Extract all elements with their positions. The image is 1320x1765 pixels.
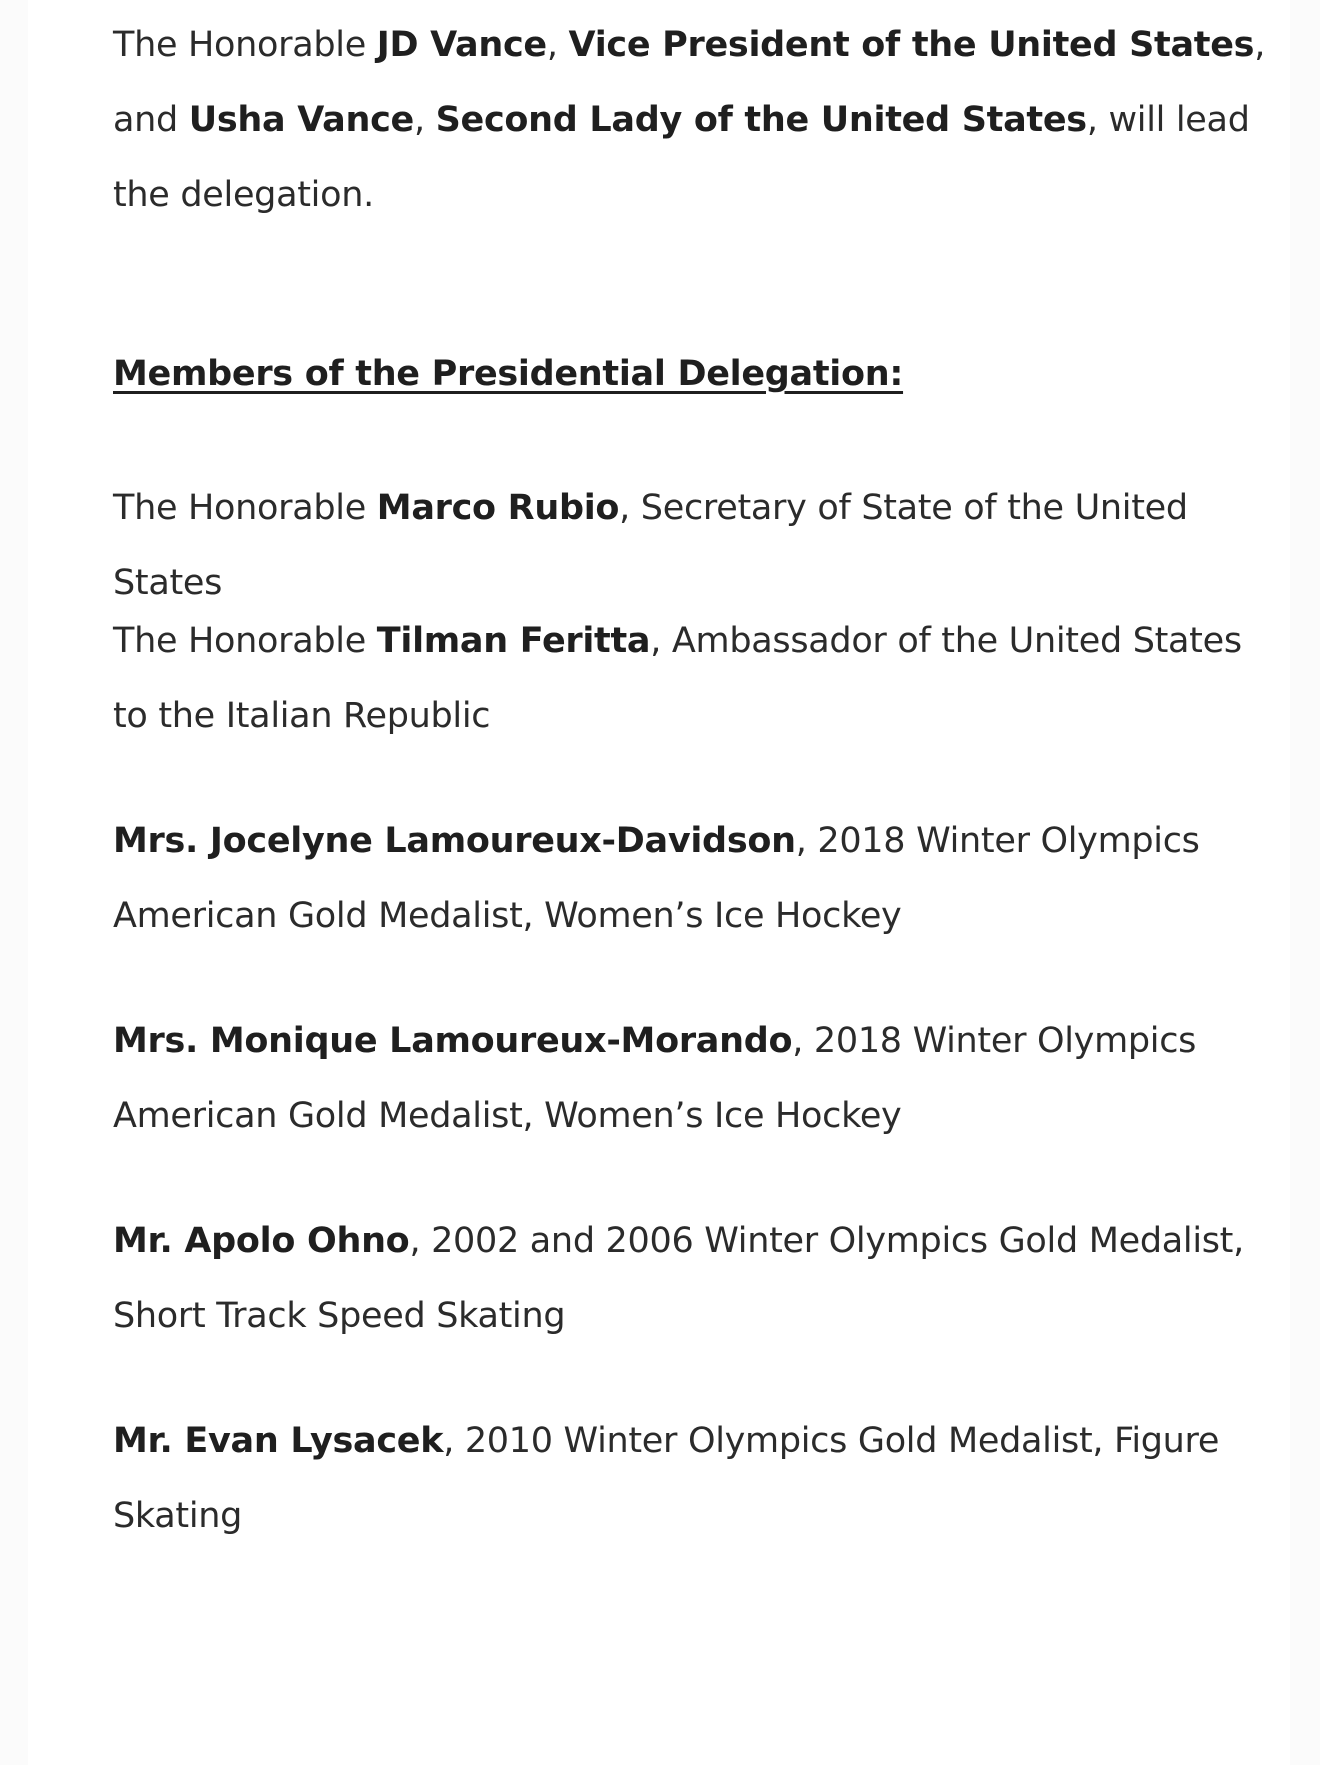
delegation-heading-paragraph [113, 337, 1273, 412]
member-entry [113, 1204, 1273, 1354]
member-name: Mrs. Monique Lamoureux-Morando [113, 1021, 793, 1061]
member-name: Mr. Evan Lysacek [113, 1421, 444, 1461]
intro-suffix: , will lead the delegation. [113, 100, 1250, 215]
member-description: , 2018 Winter Olympics American Gold Medalist, Women’s Ice Hockey [113, 1021, 1197, 1136]
delegation-heading: Members of the Presidential Delegation: [113, 354, 904, 394]
member-description: , Secretary of State of the United States [113, 488, 1188, 603]
intro-separator: , [413, 100, 436, 140]
member-name: Mrs. Jocelyne Lamoureux-Davidson [113, 821, 796, 861]
member-entry [113, 471, 1273, 621]
member-entry [113, 804, 1273, 954]
intro-name-second-lady: Usha Vance [188, 100, 414, 140]
member-description: , 2010 Winter Olympics Gold Medalist, Figure Skating [113, 1421, 1220, 1536]
intro-separator: , [546, 25, 569, 65]
member-prefix: The Honorable [113, 621, 377, 661]
member-entry [113, 1404, 1273, 1554]
member-entry [113, 1004, 1273, 1154]
member-name: Mr. Apolo Ohno [113, 1221, 410, 1261]
intro-name-vp: JD Vance [376, 25, 547, 65]
member-name: Tilman Feritta [376, 621, 651, 661]
member-entry [113, 604, 1273, 754]
member-name: Marco Rubio [376, 488, 620, 528]
member-description: , 2002 and 2006 Winter Olympics Gold Medalist, Short Track Speed Skating [113, 1221, 1244, 1336]
intro-title-vp: Vice President of the United States [568, 25, 1255, 65]
member-description: , Ambassador of the United States to the Italian Republic [113, 621, 1242, 736]
intro-paragraph [113, 8, 1273, 233]
intro-conjunction: , and [113, 25, 1266, 140]
intro-prefix: The Honorable [113, 25, 377, 65]
intro-title-second-lady: Second Lady of the United States [435, 100, 1087, 140]
document-page [28, 0, 1290, 1765]
member-description: , 2018 Winter Olympics American Gold Medalist, Women’s Ice Hockey [113, 821, 1200, 936]
member-prefix: The Honorable [113, 488, 377, 528]
